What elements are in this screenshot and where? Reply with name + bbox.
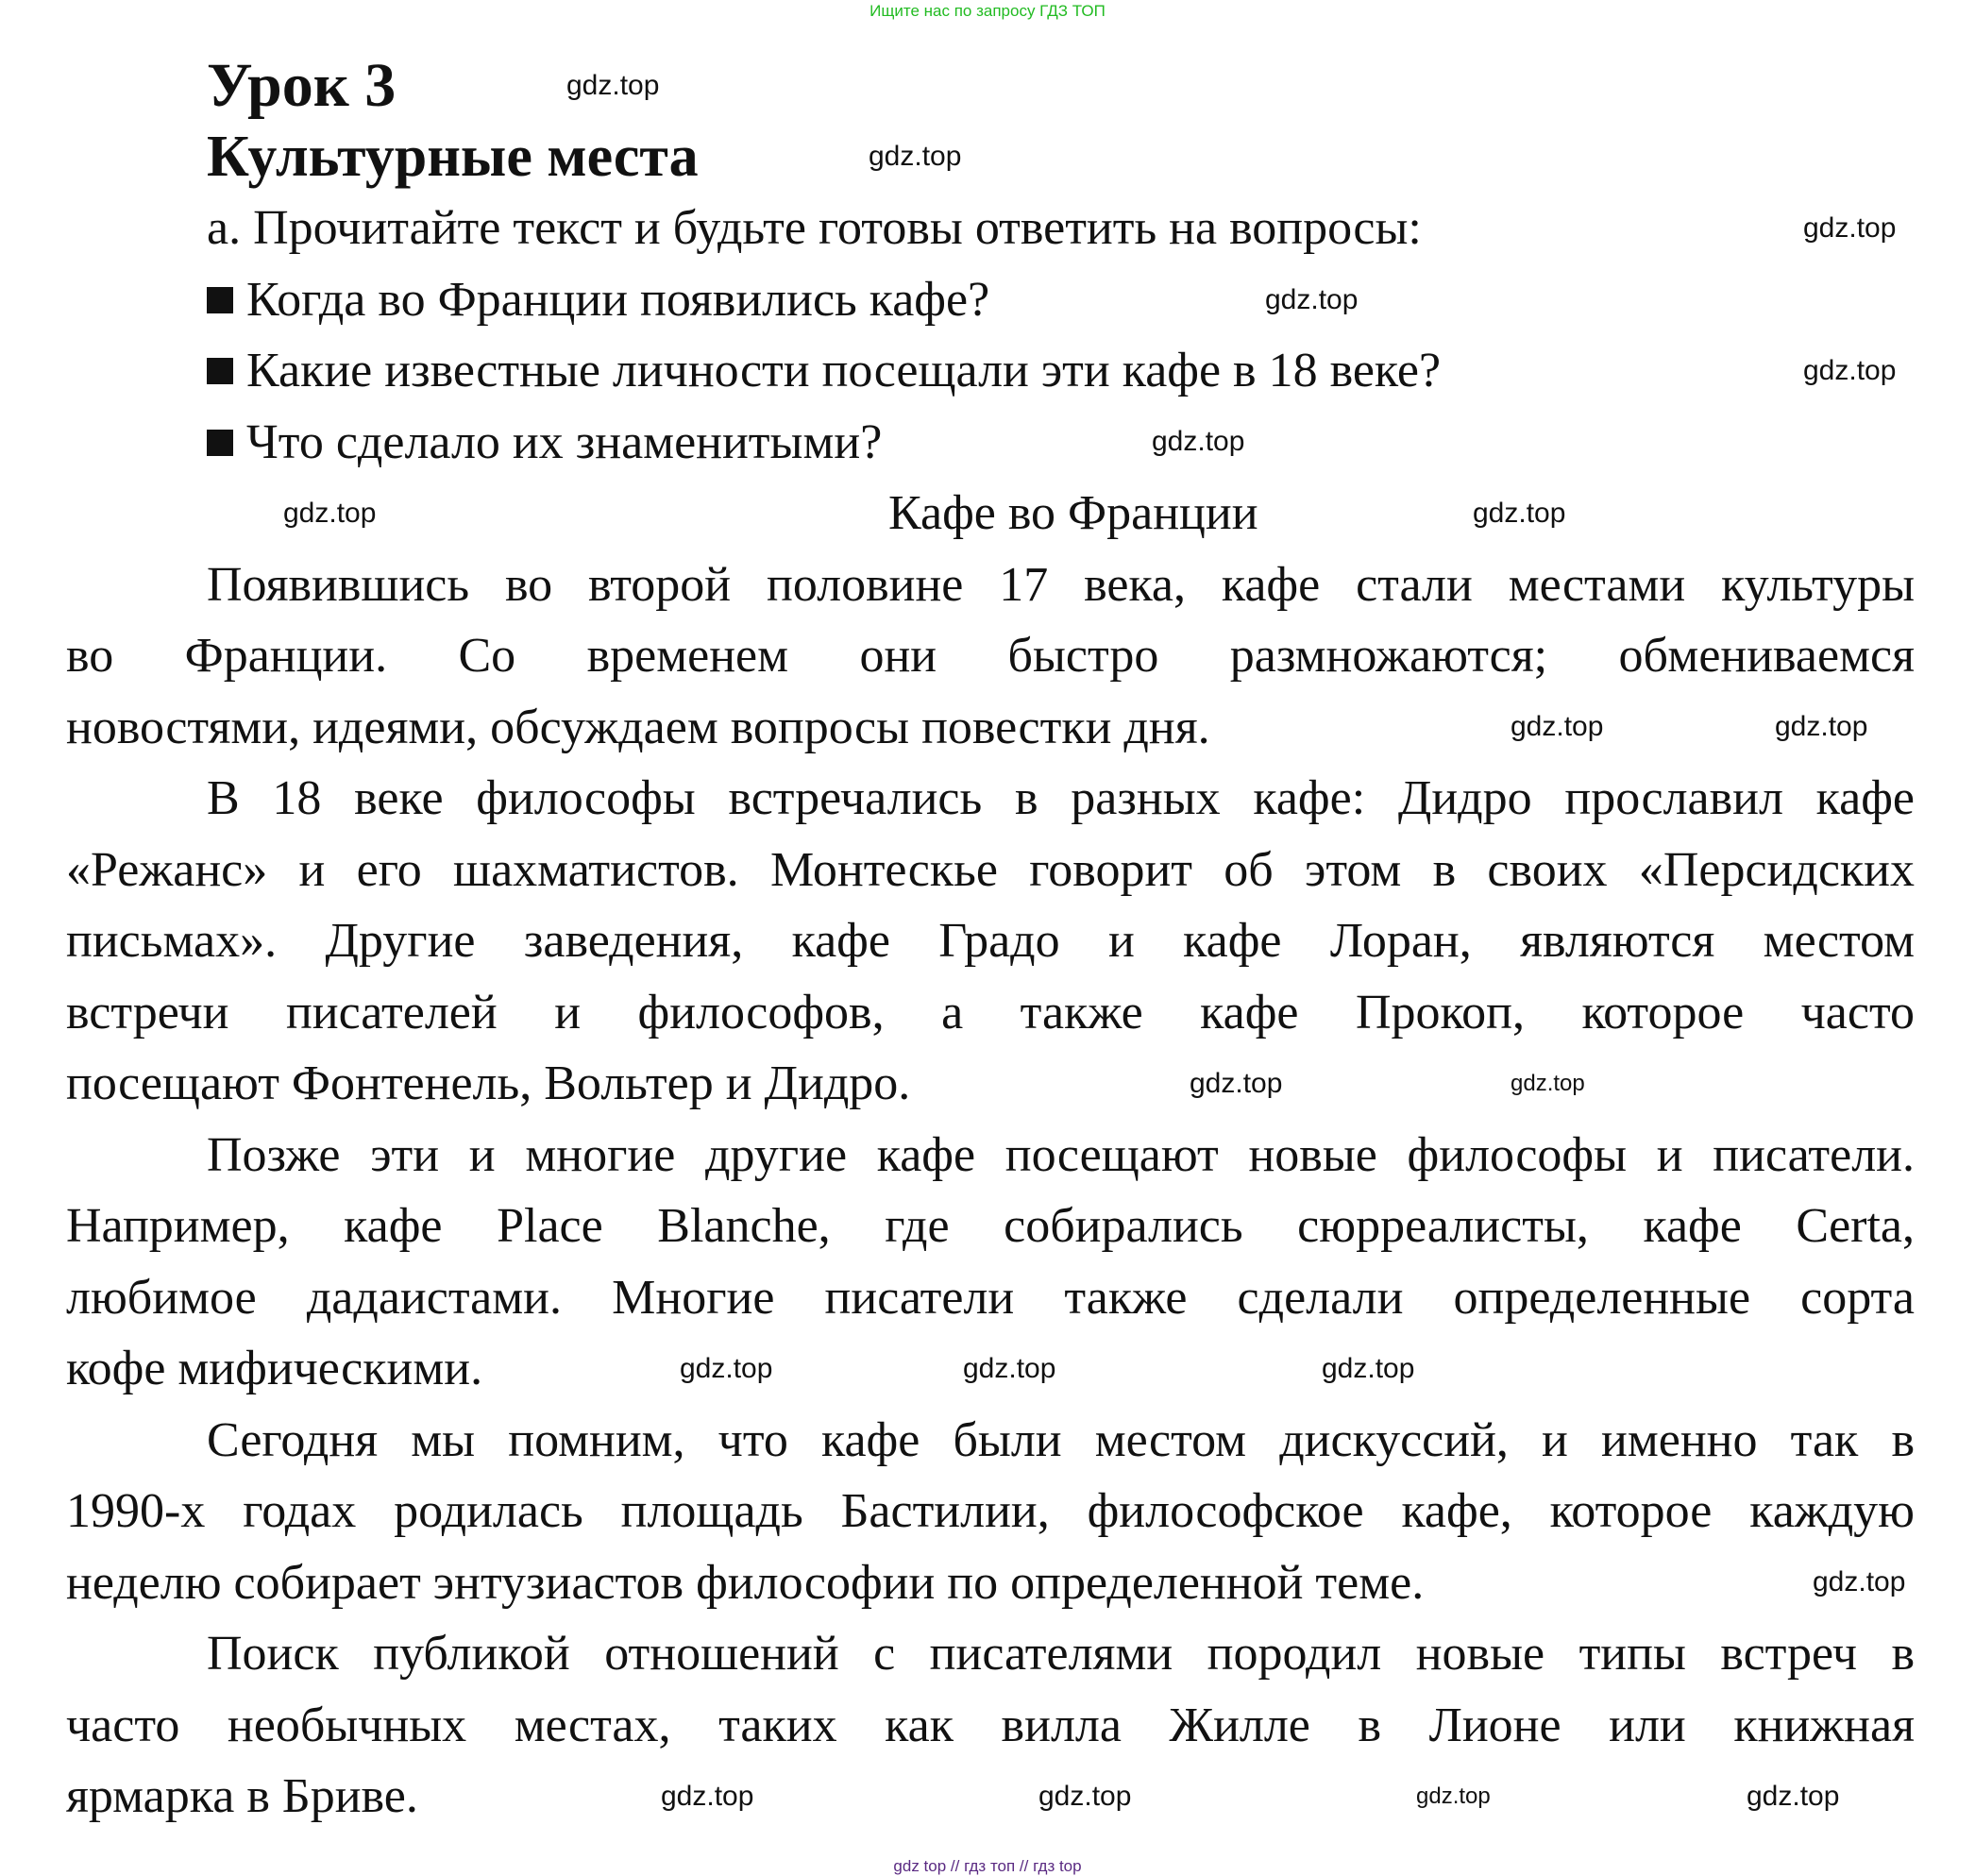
- paragraph: [66, 1618, 1915, 1833]
- watermark: gdz.top: [1416, 1783, 1491, 1809]
- paragraph-line: неделю собирает энтузиастов философии по определенной теме.: [66, 1555, 1425, 1610]
- watermark: gdz.top: [1265, 284, 1359, 315]
- paragraph-line: встречи писателей и философов, а также кафе Прокоп, которое часто: [66, 985, 1915, 1039]
- paragraph: [66, 549, 1915, 764]
- watermark: gdz.top: [661, 1781, 754, 1812]
- bullet-icon: [207, 287, 233, 313]
- watermark: gdz.top: [1747, 1781, 1840, 1812]
- paragraph-line: «Режанс» и его шахматистов. Монтескье говорит об этом в своих «Персидских: [66, 842, 1915, 897]
- paragraph-line: во Франции. Со временем они быстро размножаются; обмениваемся: [66, 629, 1915, 683]
- text-title: Кафе во Франции: [888, 486, 1258, 540]
- paragraph-line: Например, кафе Place Blanche, где собирались сюрреалисты, кафе Certa,: [66, 1199, 1915, 1253]
- watermark: gdz.top: [1322, 1353, 1415, 1384]
- question-text: Когда во Франции появились кафе?: [246, 272, 990, 327]
- paragraph-line: 1990-х годах родилась площадь Бастилии, философское кафе, которое каждую: [66, 1484, 1915, 1538]
- watermark: gdz.top: [869, 141, 962, 172]
- paragraph-line: кофе мифическими.: [66, 1342, 483, 1395]
- paragraph-line: часто необычных местах, таких как вилла Жилле в Лионе или книжная: [66, 1698, 1915, 1752]
- paragraph-line: Поиск публикой отношений с писателями породил новые типы встреч в: [207, 1627, 1915, 1681]
- watermark: gdz.top: [1803, 355, 1897, 386]
- watermark: gdz.top: [1775, 711, 1868, 742]
- watermark: gdz.top: [963, 1353, 1056, 1384]
- watermark: gdz.top: [1803, 212, 1897, 244]
- question-text: Какие известные личности посещали эти кафе в 18 веке?: [246, 344, 1442, 397]
- paragraph-line: Позже эти и многие другие кафе посещают новые философы и писатели.: [207, 1127, 1915, 1182]
- watermark: gdz.top: [680, 1353, 773, 1384]
- question-2: [66, 335, 1441, 407]
- paragraph: [66, 763, 1915, 1120]
- watermark: gdz.top: [1038, 1781, 1132, 1812]
- bullet-icon: [207, 358, 233, 384]
- topic-title: Культурные места: [207, 124, 699, 189]
- lesson-title: Урок 3: [207, 51, 397, 120]
- question-3: [66, 407, 882, 479]
- watermark: gdz.top: [1152, 426, 1245, 457]
- paragraph-line: Сегодня мы помним, что кафе были местом дискуссий, и именно так в: [207, 1412, 1915, 1467]
- question-text: Что сделало их знаменитыми?: [246, 414, 883, 469]
- watermark: gdz.top: [1511, 1071, 1585, 1096]
- watermark: gdz.top: [283, 498, 377, 529]
- watermark: gdz.top: [1813, 1566, 1906, 1597]
- paragraph: [66, 1405, 1915, 1619]
- paragraph-line: любимое дадаистами. Многие писатели также сделали определенные сорта: [66, 1270, 1915, 1325]
- bullet-icon: [207, 430, 233, 456]
- paragraph-line: В 18 веке философы встречались в разных кафе: Дидро прославил кафе: [207, 771, 1915, 825]
- paragraph-line: посещают Фонтенель, Вольтер и Дидро.: [66, 1056, 911, 1110]
- watermark: gdz.top: [1511, 711, 1604, 742]
- paragraph-line: новостями, идеями, обсуждаем вопросы повестки дня.: [66, 700, 1210, 754]
- paragraph-line: письмах». Другие заведения, кафе Градо и кафе Лоран, являются местом: [66, 914, 1915, 968]
- paragraph-line: ярмарка в Бриве.: [66, 1769, 418, 1823]
- watermark: gdz.top: [1473, 498, 1566, 529]
- task-text: a. Прочитайте текст и будьте готовы ответить на вопросы:: [207, 201, 1422, 255]
- watermark: gdz.top: [1190, 1068, 1283, 1099]
- watermark: gdz.top: [566, 70, 660, 101]
- question-1: [66, 264, 989, 336]
- paragraph-line: Появившись во второй половине 17 века, кафе стали местами культуры: [207, 557, 1915, 612]
- document-body: [66, 50, 1915, 1833]
- top-banner: Ищите нас по запросу ГДЗ ТОП: [869, 2, 1106, 20]
- bottom-banner: gdz top // гдз топ // гдз top: [893, 1857, 1082, 1875]
- paragraphs: [66, 549, 1915, 1833]
